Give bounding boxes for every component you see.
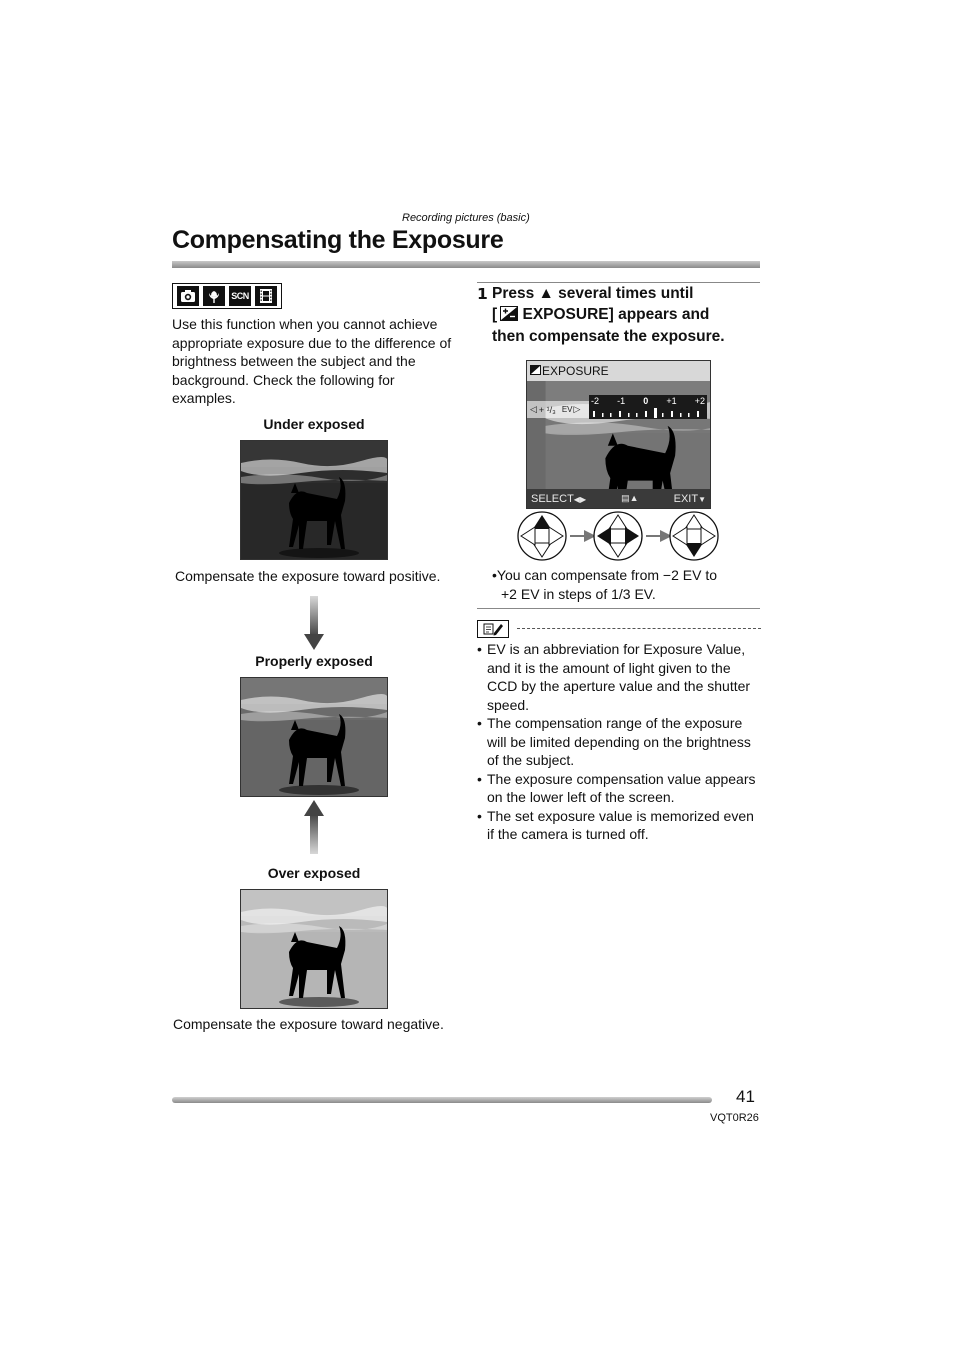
notes-top-rule bbox=[477, 608, 760, 609]
scene-icon-label: SCN bbox=[231, 291, 249, 301]
notes-list bbox=[477, 640, 762, 844]
step-note-line-2: +2 EV in steps of 1/3 EV. bbox=[501, 585, 656, 602]
under-exposed-photo bbox=[240, 440, 388, 560]
lcd-screen bbox=[526, 360, 711, 509]
cursor-pad-down-icon bbox=[670, 512, 718, 560]
under-exposed-label: Under exposed bbox=[263, 416, 365, 432]
macro-icon bbox=[203, 286, 225, 306]
lcd-title: EXPOSURE bbox=[542, 364, 609, 378]
left-right-arrows-icon: ◀▶ bbox=[573, 494, 587, 504]
cursor-pad-left-right-icon bbox=[594, 512, 642, 560]
page-number: 41 bbox=[736, 1087, 755, 1106]
cursor-pad-up-icon bbox=[518, 512, 566, 560]
motion-picture-icon bbox=[255, 286, 277, 306]
section-header: Recording pictures (basic) bbox=[402, 212, 530, 224]
note-item: • EV is an abbreviation for Exposure Value, and it is the amount of light given to the CCD by the aperture value and the shutter speed. bbox=[477, 641, 751, 713]
step-line-2: [ EXPOSURE] appears and bbox=[492, 305, 725, 328]
scale-tick-label: 0 bbox=[643, 396, 649, 406]
exposure-icon bbox=[500, 306, 518, 328]
scale-tick-label: -2 bbox=[591, 396, 600, 406]
note-item: • The exposure compensation value appears on the lower left of the screen. bbox=[477, 770, 756, 805]
lcd-exit-label: EXIT bbox=[673, 492, 699, 505]
scale-tick-label: -1 bbox=[617, 396, 626, 406]
exposure-icon bbox=[530, 364, 541, 378]
step-1 bbox=[477, 284, 762, 348]
lcd-ev-unit: EV bbox=[561, 405, 573, 414]
notes-header bbox=[477, 620, 762, 638]
properly-exposed-label: Properly exposed bbox=[255, 653, 373, 669]
lcd-select-label: SELECT bbox=[531, 492, 574, 505]
page-title: Compensating the Exposure bbox=[172, 226, 504, 254]
footer-bar bbox=[172, 1097, 712, 1103]
backlight-up-icon: ▤▲ bbox=[621, 493, 639, 503]
lcd-ev-scale bbox=[589, 395, 707, 419]
step-note bbox=[492, 566, 717, 603]
intro-text: Use this function when you cannot achieve appropriate exposure due to the difference of brightness between the subject and the background. Check the following for examples. bbox=[172, 316, 452, 406]
over-exposed-label: Over exposed bbox=[267, 865, 361, 881]
over-exposed-caption: Compensate the exposure toward negative. bbox=[173, 1016, 444, 1032]
scale-tick-label: +2 bbox=[694, 396, 705, 406]
over-exposed-photo bbox=[240, 889, 388, 1009]
note-item: • The set exposure value is memorized even if the camera is turned off. bbox=[477, 807, 754, 842]
cursor-sequence bbox=[516, 510, 720, 562]
lcd-left-arrow-icon: ◁ bbox=[530, 404, 537, 414]
mode-icons bbox=[172, 283, 282, 309]
step-note-line-1: •You can compensate from −2 EV to bbox=[492, 567, 718, 583]
properly-exposed-photo bbox=[240, 677, 388, 797]
lcd-value: + ¹/₃ bbox=[538, 404, 556, 415]
arrow-up-icon bbox=[304, 798, 324, 854]
step-line-3: then compensate the exposure. bbox=[492, 328, 725, 345]
camera-icon bbox=[177, 286, 199, 306]
step-number: 1 bbox=[477, 285, 488, 303]
scene-icon bbox=[229, 286, 251, 306]
down-arrow-icon: ▼ bbox=[698, 494, 706, 504]
under-exposed-caption: Compensate the exposure toward positive. bbox=[175, 568, 441, 584]
note-item: • The compensation range of the exposure will be limited depending on the brightness of the subject. bbox=[477, 715, 751, 768]
arrow-down-icon bbox=[304, 596, 324, 652]
title-bar bbox=[172, 261, 760, 268]
step-line-1: Press ▲ several times until bbox=[492, 285, 694, 302]
model-code: VQT0R26 bbox=[710, 1112, 759, 1124]
lcd-right-arrow-icon: ▷ bbox=[573, 404, 581, 414]
step-top-rule bbox=[477, 282, 760, 283]
scale-tick-label: +1 bbox=[666, 396, 677, 406]
